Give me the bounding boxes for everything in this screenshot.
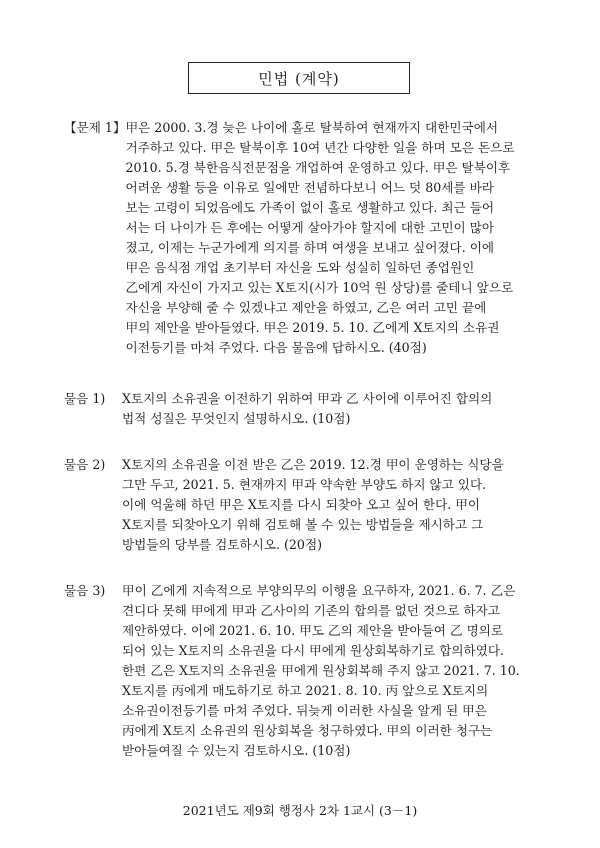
question-body [122, 389, 540, 429]
question-line: 丙에게 X토지 소유권의 원상회복을 청구하였다. 甲의 이러한 청구는 [122, 723, 493, 738]
problem-line: 졌고, 이제는 누군가에게 의지를 하며 여생을 보내고 싶어졌다. 이에 [125, 240, 495, 255]
question-line: 제안하였다. 이에 2021. 6. 10. 甲도 乙의 제안을 받아들여 乙 명의로 [122, 623, 504, 638]
question-body [122, 455, 540, 555]
question-3 [64, 581, 540, 761]
question-line: X토지를 丙에게 매도하기로 하고 2021. 8. 10. 丙 앞으로 X토지의 [122, 683, 489, 698]
question-line: 법적 성질은 무엇인지 설명하시오. (10점) [122, 411, 351, 426]
problem-line: 어려운 생활 등을 이유로 일에만 전념하다보니 어느 덧 80세를 바라 [125, 180, 494, 195]
question-label: 물음 2) [64, 457, 106, 472]
question-line: 견디다 못해 甲에게 甲과 乙사이의 기존의 합의를 없던 것으로 하자고 [122, 603, 500, 618]
page-title: 민법 (계약) [188, 62, 410, 94]
problem-line: 2010. 5.경 북한음식전문점을 개업하여 운영하고 있다. 甲은 탈북이후 [125, 160, 511, 175]
question-line: 甲이 乙에게 지속적으로 부양의무의 이행을 요구하자, 2021. 6. 7. 乙은 [122, 583, 516, 598]
question-label: 물음 3) [64, 583, 106, 598]
problem-line: 甲은 음식점 개업 초기부터 자신을 도와 성실히 일하던 종업원인 [125, 260, 475, 275]
problem-line: 甲은 2000. 3.경 늦은 나이에 홀로 탈북하여 현재까지 대한민국에서 [125, 120, 499, 135]
problem-line: 이전등기를 마쳐 주었다. 다음 물음에 답하시오. (40점) [125, 340, 427, 355]
problem-label: 【문제 1】 [64, 120, 126, 135]
question-line: 이에 억울해 하던 甲은 X토지를 다시 되찾아 오고 싶어 한다. 甲이 [122, 497, 480, 512]
page-footer: 2021년도 제9회 행정사 2차 1교시 (3－1) [182, 803, 418, 818]
question-body [122, 581, 540, 761]
question-line: X토지의 소유권을 이전 받은 乙은 2019. 12.경 甲이 운영하는 식당을 [122, 457, 504, 472]
problem-line: 보는 고령이 되었음에도 가족이 없이 홀로 생활하고 있다. 최근 들어 [125, 200, 495, 215]
question-line: X토지의 소유권을 이전하기 위하여 甲과 乙 사이에 이루어진 합의의 [122, 391, 493, 406]
question-2 [64, 455, 540, 555]
problem-line: 거주하고 있다. 甲은 탈북이후 10여 년간 다양한 일을 하며 모은 돈으로 [125, 140, 515, 155]
question-line: X토지를 되찾아오기 위해 검토해 볼 수 있는 방법들을 제시하고 그 [122, 517, 484, 532]
problem-line: 자신을 부양해 줄 수 있겠냐고 제안을 하였고, 乙은 여러 고민 끝에 [125, 300, 487, 315]
question-line: 방법들의 당부를 검토하시오. (20점) [122, 537, 323, 552]
question-line: 그만 두고, 2021. 5. 현재까지 甲과 약속한 부양도 하지 않고 있다. [122, 477, 487, 492]
question-line: 한편 乙은 X토지의 소유권을 甲에게 원상회복해 주지 않고 2021. 7. 10. [122, 663, 520, 678]
question-line: 소유권이전등기를 마쳐 주었다. 뒤늦게 이러한 사실을 알게 된 甲은 [122, 703, 487, 718]
question-line: 받아들여질 수 있는지 검토하시오. (10점) [122, 743, 351, 758]
question-label: 물음 1) [64, 391, 106, 406]
problem-line: 甲의 제안을 받아들였다. 甲은 2019. 5. 10. 乙에게 X토지의 소유권 [125, 320, 500, 335]
question-line: 되어 있는 X토지의 소유권을 다시 甲에게 원상회복하기로 합의하였다. [122, 643, 505, 658]
problem-body [126, 118, 540, 358]
problem-line: 乙에게 자신이 가지고 있는 X토지(시가 10억 원 상당)를 줄테니 앞으로 [125, 280, 514, 295]
question-1 [64, 389, 540, 429]
problem-1 [64, 118, 540, 358]
problem-line: 서는 더 나이가 든 후에는 어떻게 살아가야 할지에 대한 고민이 많아 [125, 220, 495, 235]
